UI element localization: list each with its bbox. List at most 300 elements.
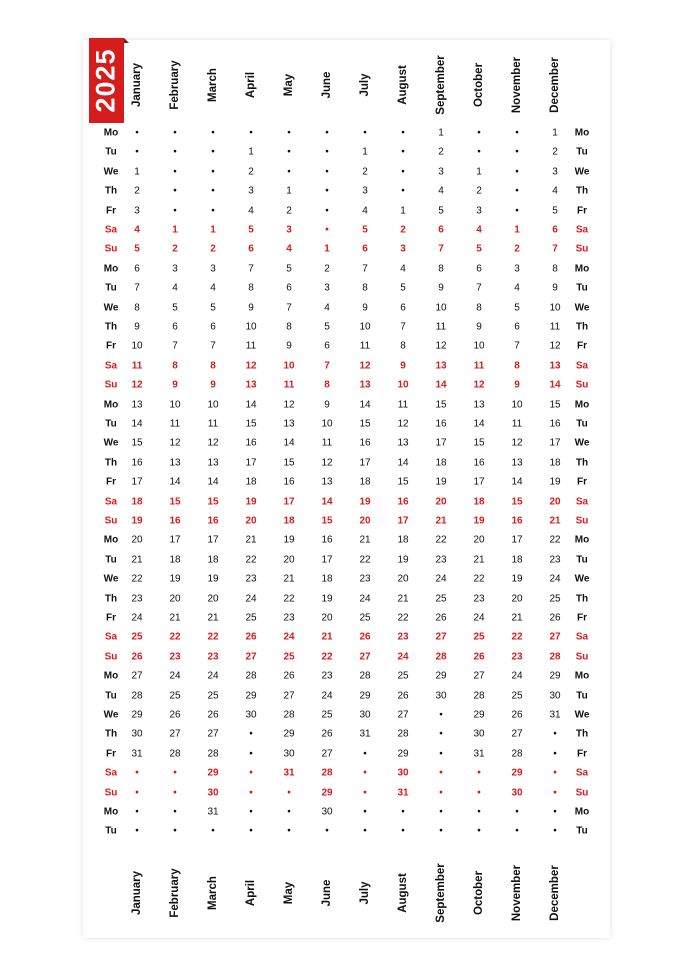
weekday-label-right: Fr	[577, 476, 587, 488]
day-cell: 5	[210, 302, 216, 314]
empty-day-marker: •	[515, 806, 519, 818]
day-cell: 25	[511, 690, 523, 702]
weekday-label-right: Mo	[574, 806, 590, 818]
day-cell: 31	[397, 787, 409, 799]
empty-day-marker: •	[515, 825, 519, 837]
day-cell: 22	[435, 534, 447, 546]
day-cell: 24	[321, 690, 333, 702]
empty-day-marker: •	[477, 146, 481, 158]
day-cell: 11	[169, 418, 181, 430]
day-cell: 30	[397, 767, 409, 779]
day-cell: 24	[169, 670, 181, 682]
day-cell: 19	[169, 573, 181, 585]
day-cell: 6	[210, 321, 216, 333]
day-cell: 10	[169, 399, 181, 411]
day-cell: 18	[283, 515, 295, 527]
empty-day-marker: •	[135, 767, 139, 779]
day-cell: 7	[172, 340, 178, 352]
weekday-label-right: Fr	[577, 748, 587, 760]
day-cell: 26	[397, 690, 409, 702]
day-cell: 30	[283, 748, 295, 760]
day-cell: 20	[359, 515, 371, 527]
empty-day-marker: •	[211, 185, 215, 197]
empty-day-marker: •	[363, 806, 367, 818]
empty-day-marker: •	[173, 127, 177, 139]
day-cell: 13	[359, 379, 371, 391]
day-cell: 14	[245, 399, 257, 411]
day-cell: 5	[438, 205, 444, 217]
day-cell: 9	[324, 399, 330, 411]
day-cell: 17	[473, 476, 485, 488]
day-cell: 20	[321, 612, 333, 624]
empty-day-marker: •	[287, 825, 291, 837]
day-cell: 30	[549, 690, 561, 702]
weekday-label-left: Sa	[104, 631, 118, 643]
day-cell: 25	[207, 690, 219, 702]
day-cell: 31	[283, 767, 295, 779]
day-cell: 7	[286, 302, 292, 314]
empty-day-marker: •	[363, 127, 367, 139]
day-cell: 11	[397, 399, 409, 411]
day-cell: 18	[359, 476, 371, 488]
month-header-bottom-july: July	[359, 881, 371, 905]
day-cell: 2	[552, 146, 558, 158]
day-cell: 16	[435, 418, 447, 430]
day-cell: 25	[473, 631, 485, 643]
day-cell: 24	[511, 670, 523, 682]
day-cell: 8	[286, 321, 292, 333]
day-cell: 13	[473, 399, 485, 411]
day-cell: 13	[397, 437, 409, 449]
day-cell: 3	[248, 185, 254, 197]
day-cell: 1	[172, 224, 178, 236]
day-cell: 2	[400, 224, 406, 236]
day-cell: 9	[362, 302, 368, 314]
weekday-label-left: Sa	[104, 767, 118, 779]
day-cell: 2	[134, 185, 140, 197]
day-cell: 6	[248, 243, 254, 255]
day-cell: 12	[283, 399, 295, 411]
day-cell: 18	[321, 573, 333, 585]
weekday-label-left: Mo	[103, 534, 119, 546]
day-cell: 17	[131, 476, 143, 488]
empty-day-marker: •	[515, 205, 519, 217]
month-header-top-december: December	[549, 57, 561, 113]
day-cell: 20	[397, 573, 409, 585]
day-cell: 28	[131, 690, 143, 702]
day-cell: 4	[552, 185, 558, 197]
weekday-label-right: Fr	[577, 205, 587, 217]
day-cell: 3	[552, 166, 558, 178]
empty-day-marker: •	[325, 166, 329, 178]
day-cell: 14	[397, 457, 409, 469]
day-cell: 5	[248, 224, 254, 236]
day-cell: 4	[172, 282, 178, 294]
day-cell: 3	[476, 205, 482, 217]
day-cell: 20	[131, 534, 143, 546]
weekday-label-right: Su	[575, 379, 589, 391]
day-cell: 2	[362, 166, 368, 178]
day-cell: 12	[473, 379, 485, 391]
day-cell: 20	[549, 496, 561, 508]
day-cell: 27	[207, 728, 219, 740]
empty-day-marker: •	[363, 767, 367, 779]
day-cell: 8	[514, 360, 520, 372]
day-cell: 31	[131, 748, 143, 760]
month-header-bottom-february: February	[169, 868, 181, 918]
empty-day-marker: •	[363, 787, 367, 799]
weekday-label-right: Tu	[576, 146, 588, 158]
day-cell: 12	[511, 437, 523, 449]
day-cell: 11	[511, 418, 523, 430]
day-cell: 3	[324, 282, 330, 294]
day-cell: 17	[549, 437, 561, 449]
weekday-label-left: Mo	[103, 127, 119, 139]
empty-day-marker: •	[477, 127, 481, 139]
day-cell: 6	[134, 263, 140, 275]
day-cell: 24	[131, 612, 143, 624]
day-cell: 6	[324, 340, 330, 352]
day-cell: 15	[359, 418, 371, 430]
day-cell: 6	[514, 321, 520, 333]
day-cell: 11	[207, 418, 219, 430]
weekday-label-left: We	[103, 573, 119, 585]
day-cell: 7	[248, 263, 254, 275]
weekday-label-left: Th	[104, 457, 118, 469]
day-cell: 14	[207, 476, 219, 488]
day-cell: 14	[131, 418, 143, 430]
empty-day-marker: •	[477, 767, 481, 779]
empty-day-marker: •	[401, 825, 405, 837]
empty-day-marker: •	[211, 127, 215, 139]
weekday-label-left: Mo	[103, 263, 119, 275]
weekday-label-right: We	[574, 437, 590, 449]
weekday-label-left: Th	[104, 321, 118, 333]
weekday-label-right: Tu	[576, 554, 588, 566]
day-cell: 18	[397, 534, 409, 546]
month-header-top-july: July	[359, 73, 371, 97]
day-cell: 24	[359, 593, 371, 605]
empty-day-marker: •	[553, 787, 557, 799]
empty-day-marker: •	[249, 787, 253, 799]
weekday-label-right: We	[574, 573, 590, 585]
weekday-label-left: Su	[104, 515, 118, 527]
empty-day-marker: •	[439, 709, 443, 721]
empty-day-marker: •	[173, 767, 177, 779]
empty-day-marker: •	[325, 825, 329, 837]
day-cell: 21	[511, 612, 523, 624]
day-cell: 5	[172, 302, 178, 314]
weekday-label-left: Th	[104, 185, 118, 197]
day-cell: 27	[435, 631, 447, 643]
weekday-label-left: Th	[104, 593, 118, 605]
year-banner	[89, 38, 124, 123]
weekday-label-left: Sa	[104, 496, 118, 508]
day-cell: 21	[549, 515, 561, 527]
day-cell: 30	[207, 787, 219, 799]
weekday-label-left: We	[103, 302, 119, 314]
empty-day-marker: •	[515, 185, 519, 197]
day-cell: 27	[549, 631, 561, 643]
day-cell: 9	[172, 379, 178, 391]
day-cell: 14	[549, 379, 561, 391]
day-cell: 26	[131, 651, 143, 663]
day-cell: 10	[131, 340, 143, 352]
day-cell: 17	[207, 534, 219, 546]
day-cell: 18	[245, 476, 257, 488]
empty-day-marker: •	[249, 825, 253, 837]
empty-day-marker: •	[439, 748, 443, 760]
day-cell: 21	[473, 554, 485, 566]
day-cell: 25	[321, 709, 333, 721]
empty-day-marker: •	[211, 825, 215, 837]
day-cell: 19	[207, 573, 219, 585]
weekday-label-right: Mo	[574, 670, 590, 682]
day-cell: 31	[549, 709, 561, 721]
day-cell: 10	[435, 302, 447, 314]
day-cell: 6	[362, 243, 368, 255]
day-cell: 15	[207, 496, 219, 508]
day-cell: 25	[435, 593, 447, 605]
day-cell: 4	[514, 282, 520, 294]
empty-day-marker: •	[287, 127, 291, 139]
day-cell: 27	[321, 748, 333, 760]
empty-day-marker: •	[211, 205, 215, 217]
weekday-label-left: Su	[104, 651, 118, 663]
day-cell: 26	[359, 631, 371, 643]
empty-day-marker: •	[325, 185, 329, 197]
empty-day-marker: •	[211, 166, 215, 178]
day-cell: 8	[438, 263, 444, 275]
day-cell: 26	[511, 709, 523, 721]
day-cell: 31	[207, 806, 219, 818]
day-cell: 11	[321, 437, 333, 449]
day-cell: 19	[511, 573, 523, 585]
day-cell: 11	[549, 321, 561, 333]
empty-day-marker: •	[477, 787, 481, 799]
day-cell: 26	[473, 651, 485, 663]
day-cell: 19	[435, 476, 447, 488]
day-cell: 14	[321, 496, 333, 508]
day-cell: 3	[172, 263, 178, 275]
weekday-label-left: Tu	[105, 418, 117, 430]
day-cell: 4	[476, 224, 482, 236]
empty-day-marker: •	[287, 146, 291, 158]
day-cell: 28	[359, 670, 371, 682]
day-cell: 9	[438, 282, 444, 294]
day-cell: 26	[207, 709, 219, 721]
day-cell: 27	[169, 728, 181, 740]
empty-day-marker: •	[477, 825, 481, 837]
month-header-bottom-november: November	[511, 864, 523, 922]
month-header-top-april: April	[245, 71, 257, 99]
weekday-label-left: Tu	[105, 146, 117, 158]
day-cell: 6	[172, 321, 178, 333]
day-cell: 1	[324, 243, 330, 255]
empty-day-marker: •	[325, 146, 329, 158]
weekday-label-left: Th	[104, 728, 118, 740]
day-cell: 20	[435, 496, 447, 508]
day-cell: 1	[438, 127, 444, 139]
day-cell: 1	[286, 185, 292, 197]
empty-day-marker: •	[515, 146, 519, 158]
day-cell: 6	[438, 224, 444, 236]
empty-day-marker: •	[287, 787, 291, 799]
day-cell: 13	[321, 476, 333, 488]
day-cell: 26	[321, 728, 333, 740]
month-header-bottom-june: June	[321, 879, 333, 907]
day-cell: 5	[134, 243, 140, 255]
day-cell: 14	[511, 476, 523, 488]
day-cell: 28	[207, 748, 219, 760]
empty-day-marker: •	[249, 728, 253, 740]
day-cell: 15	[131, 437, 143, 449]
empty-day-marker: •	[363, 748, 367, 760]
day-cell: 21	[397, 593, 409, 605]
day-cell: 5	[324, 321, 330, 333]
empty-day-marker: •	[439, 825, 443, 837]
day-cell: 8	[552, 263, 558, 275]
day-cell: 17	[245, 457, 257, 469]
empty-day-marker: •	[211, 146, 215, 158]
day-cell: 21	[359, 534, 371, 546]
day-cell: 12	[359, 360, 371, 372]
weekday-label-right: Mo	[574, 263, 590, 275]
weekday-label-right: Sa	[575, 224, 589, 236]
day-cell: 30	[131, 728, 143, 740]
day-cell: 9	[476, 321, 482, 333]
day-cell: 2	[438, 146, 444, 158]
day-cell: 16	[359, 437, 371, 449]
day-cell: 9	[514, 379, 520, 391]
empty-day-marker: •	[135, 787, 139, 799]
weekday-label-right: Su	[575, 243, 589, 255]
day-cell: 12	[321, 457, 333, 469]
month-header-bottom-january: January	[131, 870, 143, 916]
month-header-bottom-october: October	[473, 870, 485, 916]
weekday-label-left: We	[103, 709, 119, 721]
weekday-label-left: We	[103, 437, 119, 449]
day-cell: 8	[134, 302, 140, 314]
day-cell: 15	[435, 399, 447, 411]
day-cell: 30	[359, 709, 371, 721]
day-cell: 31	[359, 728, 371, 740]
day-cell: 12	[397, 418, 409, 430]
day-cell: 27	[245, 651, 257, 663]
empty-day-marker: •	[401, 166, 405, 178]
day-cell: 28	[511, 748, 523, 760]
day-cell: 11	[473, 360, 485, 372]
day-cell: 13	[131, 399, 143, 411]
day-cell: 23	[397, 631, 409, 643]
empty-day-marker: •	[553, 748, 557, 760]
day-cell: 11	[245, 340, 257, 352]
day-cell: 12	[245, 360, 257, 372]
day-cell: 22	[283, 593, 295, 605]
day-cell: 23	[131, 593, 143, 605]
day-cell: 27	[511, 728, 523, 740]
empty-day-marker: •	[249, 127, 253, 139]
weekday-label-right: Th	[575, 593, 589, 605]
day-cell: 1	[248, 146, 254, 158]
empty-day-marker: •	[477, 806, 481, 818]
day-cell: 25	[131, 631, 143, 643]
month-header-bottom-march: March	[207, 876, 219, 910]
day-cell: 19	[397, 554, 409, 566]
weekday-label-right: Th	[575, 457, 589, 469]
day-cell: 10	[359, 321, 371, 333]
day-cell: 19	[321, 593, 333, 605]
day-cell: 7	[400, 321, 406, 333]
day-cell: 26	[435, 612, 447, 624]
day-cell: 29	[207, 767, 219, 779]
month-header-top-october: October	[473, 62, 485, 108]
empty-day-marker: •	[553, 825, 557, 837]
empty-day-marker: •	[173, 787, 177, 799]
day-cell: 29	[435, 670, 447, 682]
empty-day-marker: •	[173, 825, 177, 837]
month-header-bottom-may: May	[283, 881, 295, 905]
day-cell: 24	[397, 651, 409, 663]
day-cell: 29	[359, 690, 371, 702]
empty-day-marker: •	[553, 767, 557, 779]
weekday-label-right: Sa	[575, 631, 589, 643]
day-cell: 15	[245, 418, 257, 430]
day-cell: 8	[210, 360, 216, 372]
day-cell: 22	[207, 631, 219, 643]
day-cell: 13	[511, 457, 523, 469]
day-cell: 28	[549, 651, 561, 663]
day-cell: 16	[245, 437, 257, 449]
weekday-label-right: Tu	[576, 825, 588, 837]
day-cell: 25	[549, 593, 561, 605]
empty-day-marker: •	[135, 825, 139, 837]
day-cell: 1	[362, 146, 368, 158]
day-cell: 4	[438, 185, 444, 197]
day-cell: 19	[245, 496, 257, 508]
month-header-bottom-september: September	[435, 863, 447, 923]
day-cell: 3	[134, 205, 140, 217]
day-cell: 6	[286, 282, 292, 294]
day-cell: 18	[207, 554, 219, 566]
day-cell: 22	[511, 631, 523, 643]
day-cell: 20	[207, 593, 219, 605]
month-header-top-february: February	[169, 60, 181, 110]
day-cell: 29	[397, 748, 409, 760]
weekday-label-left: Su	[104, 379, 118, 391]
day-cell: 30	[511, 787, 523, 799]
empty-day-marker: •	[173, 205, 177, 217]
weekday-label-right: Su	[575, 651, 589, 663]
day-cell: 23	[169, 651, 181, 663]
day-cell: 22	[549, 534, 561, 546]
day-cell: 4	[362, 205, 368, 217]
weekday-label-right: Mo	[574, 127, 590, 139]
day-cell: 26	[245, 631, 257, 643]
empty-day-marker: •	[401, 146, 405, 158]
day-cell: 28	[473, 690, 485, 702]
day-cell: 11	[283, 379, 295, 391]
day-cell: 3	[514, 263, 520, 275]
day-cell: 4	[286, 243, 292, 255]
empty-day-marker: •	[325, 205, 329, 217]
weekday-label-right: Tu	[576, 690, 588, 702]
day-cell: 16	[511, 515, 523, 527]
empty-day-marker: •	[287, 166, 291, 178]
day-cell: 28	[435, 651, 447, 663]
day-cell: 27	[359, 651, 371, 663]
day-cell: 15	[397, 476, 409, 488]
